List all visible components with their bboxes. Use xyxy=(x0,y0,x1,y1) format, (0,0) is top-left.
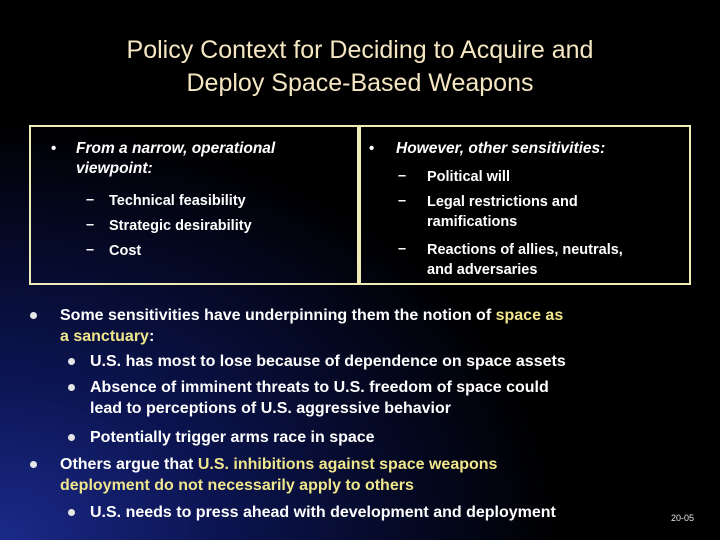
sub-bullet-icon xyxy=(68,384,75,391)
sub-bullet-icon xyxy=(68,434,75,441)
deployment-highlight: deployment do not necessarily apply to others xyxy=(60,477,414,494)
dash-icon: – xyxy=(86,242,95,258)
left-item-1: Technical feasibility xyxy=(109,193,246,209)
inhibitions-highlight: U.S. inhibitions against space weapons xyxy=(197,456,498,473)
main-bullet-1-line-2 xyxy=(60,326,700,347)
colon-text: : xyxy=(148,328,155,345)
main-bullet-icon xyxy=(30,312,37,319)
right-item-2-line-1: Legal restrictions and xyxy=(427,194,578,210)
right-item-3 xyxy=(427,240,623,280)
slide-title xyxy=(40,34,680,100)
main-bullet-1 xyxy=(60,305,700,347)
main-bullet-2-line-2 xyxy=(60,475,700,496)
main-bullet-1-line-1 xyxy=(60,305,700,326)
left-item-2: Strategic desirability xyxy=(109,218,252,234)
dash-icon: – xyxy=(398,241,407,257)
sub-bullet-icon xyxy=(68,358,75,365)
title-line-1: Policy Context for Deciding to Acquire and xyxy=(126,36,594,64)
dash-icon: – xyxy=(86,217,95,233)
space-as-highlight: space as xyxy=(495,307,564,324)
sub-bullet-3: Potentially trigger arms race in space xyxy=(90,429,375,446)
right-box-heading: However, other sensitivities: xyxy=(396,140,606,157)
other-sensitivities-box xyxy=(359,125,691,285)
dash-icon: – xyxy=(398,168,407,184)
main-bullet-1-text: Some sensitivities have underpinning them the notion of xyxy=(60,307,496,324)
right-item-3-line-2: and adversaries xyxy=(427,262,538,278)
right-item-2 xyxy=(427,192,578,232)
sub-bullet-2-line-1: Absence of imminent threats to U.S. freedom of space could xyxy=(90,379,549,396)
sub-bullet-icon xyxy=(68,509,75,516)
operational-viewpoint-box xyxy=(29,125,359,285)
title-line-2: Deploy Space-Based Weapons xyxy=(186,69,534,97)
left-box-heading xyxy=(76,139,275,179)
right-item-2-line-2: ramifications xyxy=(427,214,518,230)
right-item-1: Political will xyxy=(427,169,510,185)
slide-footer: 20-05 xyxy=(670,513,694,523)
sub-bullet-2-line-2: lead to perceptions of U.S. aggressive behavior xyxy=(90,400,451,417)
sub-bullet-1: U.S. has most to lose because of dependence on space assets xyxy=(90,353,566,370)
sub-bullet-4: U.S. needs to press ahead with development and deployment xyxy=(90,504,556,521)
a-sanctuary-highlight: a sanctuary xyxy=(60,328,149,345)
main-bullet-2 xyxy=(60,454,700,496)
main-bullet-2-text: Others argue that xyxy=(60,456,198,473)
bullet-icon: • xyxy=(51,140,57,157)
left-heading-line-1: From a narrow, operational xyxy=(76,140,276,157)
sub-bullet-2 xyxy=(90,377,549,419)
dash-icon: – xyxy=(86,192,95,208)
bullet-icon: • xyxy=(369,140,375,157)
left-heading-line-2: viewpoint: xyxy=(76,160,153,177)
main-bullet-2-line-1 xyxy=(60,454,700,475)
main-bullet-icon xyxy=(30,461,37,468)
left-item-3: Cost xyxy=(109,243,142,259)
dash-icon: – xyxy=(398,193,407,209)
right-item-3-line-1: Reactions of allies, neutrals, xyxy=(427,242,623,258)
